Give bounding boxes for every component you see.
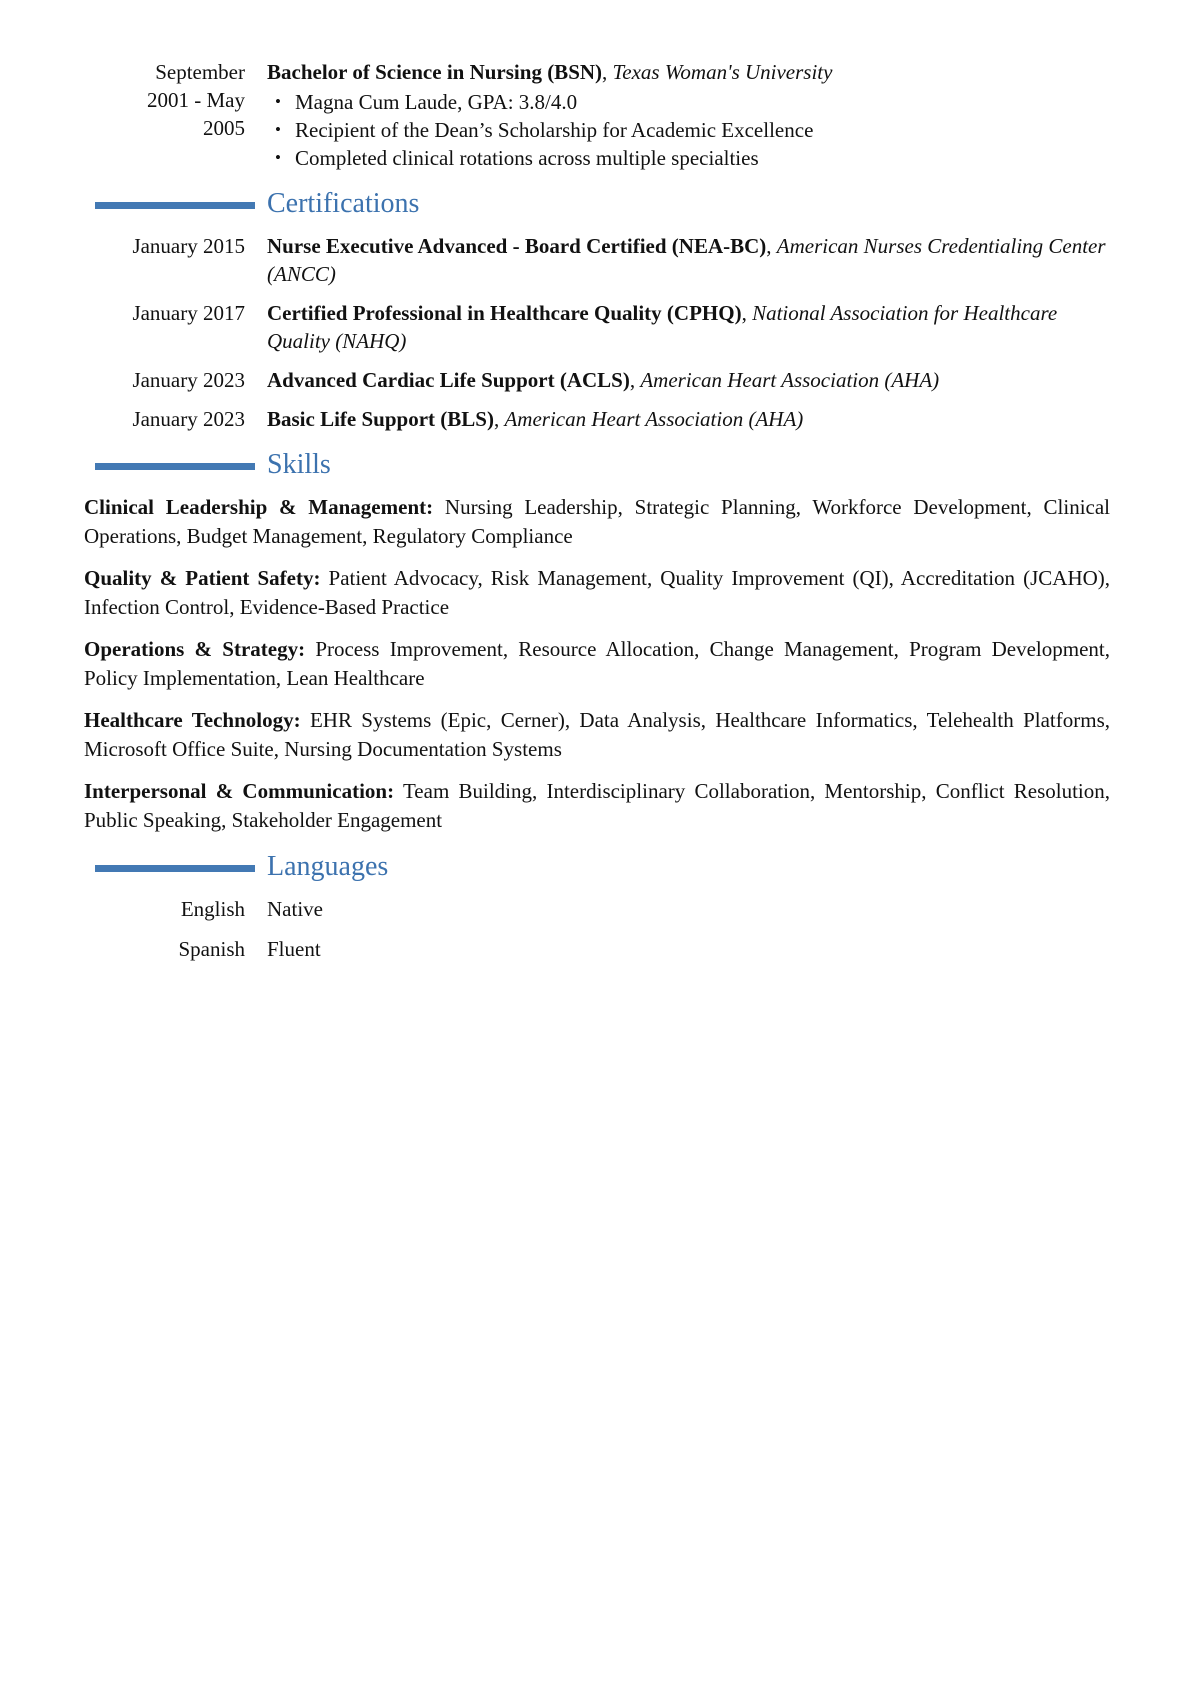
certification-title: Advanced Cardiac Life Support (ACLS): [267, 368, 630, 392]
education-title-line: [267, 58, 1110, 86]
separator: ,: [493, 407, 505, 431]
section-rule-bar: [95, 865, 255, 872]
education-date: [84, 58, 245, 142]
language-entry: [84, 895, 1110, 923]
section-header-certifications: [84, 188, 1110, 220]
education-entry: [84, 58, 1110, 172]
section-header-languages: [84, 851, 1110, 883]
institution-name: Texas Woman's University: [612, 60, 833, 84]
certification-content: [267, 232, 1110, 288]
certification-date: January 2023: [132, 407, 245, 431]
separator: ,: [629, 368, 641, 392]
certification-date: January 2023: [132, 368, 245, 392]
certification-date: January 2015: [132, 234, 245, 258]
education-bullet: • Recipient of the Dean’s Scholarship for Academic Excellence: [267, 116, 1110, 144]
skill-item: [84, 564, 1110, 622]
skill-details: Process Improvement, Resource Allocation, Change Management, Program Development, Policy Implementation, Lean Healthcare: [84, 637, 1111, 690]
certification-content: [267, 405, 1110, 433]
education-bullet: • Magna Cum Laude, GPA: 3.8/4.0: [267, 88, 1110, 116]
skill-details: Nursing Leadership, Strategic Planning, Workforce Development, Clinical Operations, Budget Management, Regulatory Compliance: [84, 495, 1111, 548]
separator: ,: [766, 234, 777, 258]
language-entry: [84, 935, 1110, 963]
skill-item: [84, 493, 1110, 551]
section-rule-bar: [95, 463, 255, 470]
languages-section: [84, 851, 1110, 963]
skill-details: EHR Systems (Epic, Cerner), Data Analysis, Healthcare Informatics, Telehealth Platforms, Microsoft Office Suite, Nursing Documentation Systems: [84, 708, 1110, 761]
section-heading-languages: Languages: [267, 851, 389, 882]
language-name: English: [180, 897, 245, 921]
skill-label: Quality & Patient Safety:: [84, 566, 321, 590]
section-rule-bar: [95, 202, 255, 209]
certifications-section: [84, 188, 1110, 433]
skill-item: [84, 706, 1110, 764]
certification-issuer: American Heart Association (AHA): [504, 407, 804, 431]
language-level: Native: [267, 897, 323, 921]
skill-label: Interpersonal & Communication:: [84, 779, 395, 803]
separator: ,: [602, 60, 613, 84]
certification-title: Nurse Executive Advanced - Board Certified (NEA-BC): [267, 234, 767, 258]
skill-label: Healthcare Technology:: [84, 708, 301, 732]
certification-date: January 2017: [132, 301, 245, 325]
certification-title: Basic Life Support (BLS): [267, 407, 494, 431]
skill-label: Operations & Strategy:: [84, 637, 306, 661]
certification-title: Certified Professional in Healthcare Quality (CPHQ): [267, 301, 742, 325]
skill-item: [84, 777, 1110, 835]
certification-entry: [84, 366, 1110, 394]
certification-entry: [84, 299, 1110, 355]
skill-label: Clinical Leadership & Management:: [84, 495, 434, 519]
separator: ,: [741, 301, 753, 325]
education-date-text: September 2001 - May 2005: [147, 60, 245, 140]
education-content: [267, 58, 1110, 172]
language-level: Fluent: [267, 937, 321, 961]
education-bullet: • Completed clinical rotations across multiple specialties: [267, 144, 1110, 172]
skill-details: Team Building, Interdisciplinary Collaboration, Mentorship, Conflict Resolution, Public Speaking, Stakeholder Engagement: [84, 779, 1110, 832]
skills-section: [84, 449, 1110, 835]
certification-entry: [84, 405, 1110, 433]
certification-content: [267, 299, 1110, 355]
certification-issuer: National Association for Healthcare Quality (NAHQ): [267, 301, 1058, 353]
section-heading-certifications: Certifications: [267, 188, 420, 219]
language-name: Spanish: [178, 937, 245, 961]
certification-issuer: American Nurses Credentialing Center (ANCC): [267, 234, 1106, 286]
certification-content: [267, 366, 1110, 394]
skill-item: [84, 635, 1110, 693]
education-section: [84, 58, 1110, 172]
skill-details: Patient Advocacy, Risk Management, Quality Improvement (QI), Accreditation (JCAHO), Infection Control, Evidence-Based Practice: [84, 566, 1111, 619]
education-bullets: [267, 88, 1110, 172]
certification-issuer: American Heart Association (AHA): [640, 368, 940, 392]
section-heading-skills: Skills: [267, 449, 331, 480]
degree-name: Bachelor of Science in Nursing (BSN): [267, 60, 603, 84]
certification-entry: [84, 232, 1110, 288]
section-header-skills: [84, 449, 1110, 481]
